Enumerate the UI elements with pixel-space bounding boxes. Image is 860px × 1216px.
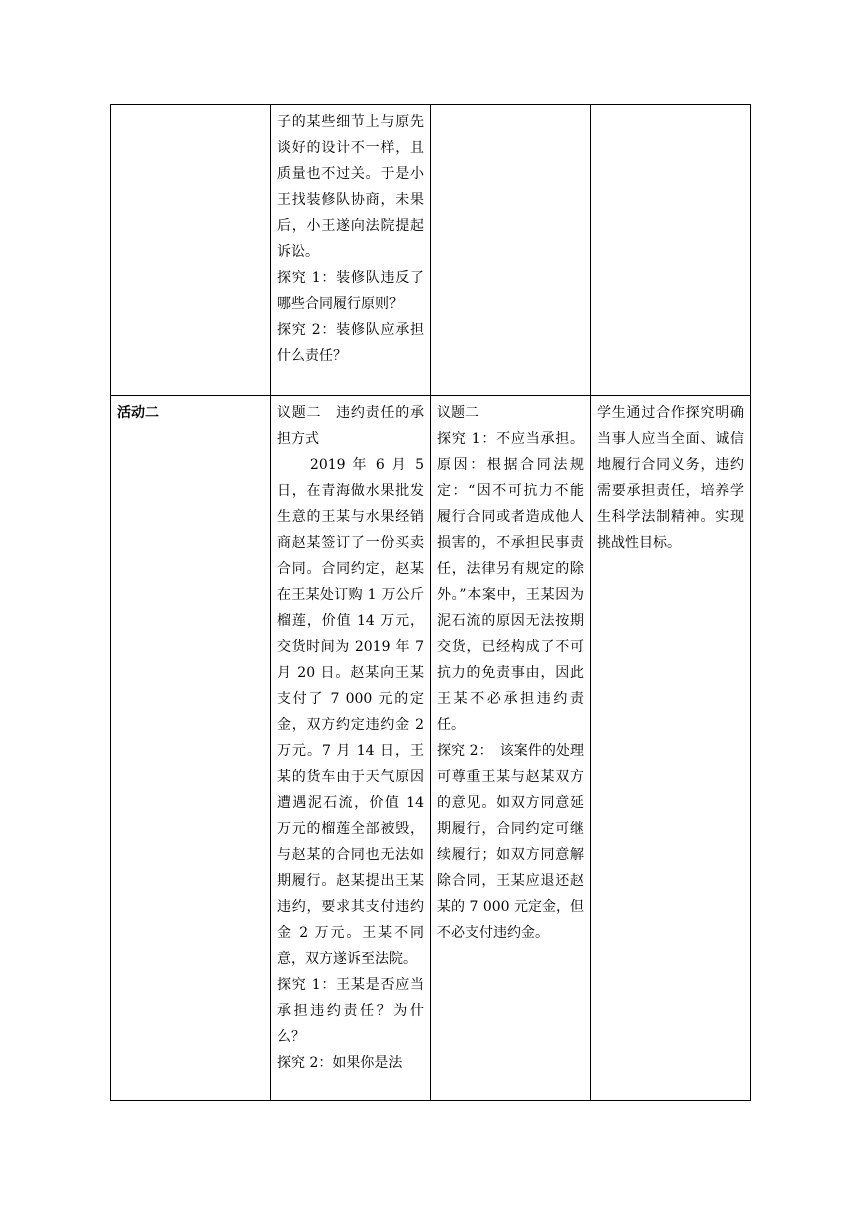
- topic-title: 议题二 违约责任的承担方式: [277, 405, 424, 447]
- goal-cell: [591, 396, 751, 1101]
- goal-cell: [591, 105, 751, 396]
- answer-title: 议题二: [437, 405, 479, 421]
- question-2: 探究 2：如果你是法: [277, 1055, 403, 1071]
- answer-2: 探究 2： 该案件的处理可尊重王某与赵某双方的意见。如双方同意延期履行，合同约定可继续履行；如双方同意解除合同，王某应退还赵某的 7 000 元定金，但不必支付违约金。: [437, 743, 584, 941]
- case-text: 2019 年 6 月 5 日，在青海做水果批发生意的王某与水果经销商赵某签订了一份买卖合同。合同约定，赵某在王某处订购 1 万公斤榴莲，价值 14 万元，交货时间为 2019 年 7 月 20 日。赵某向王某支付了 7 000 元的定金，双方约定违约金 2 万元。7 月 14 日，王某的货车由于天气原因遭遇泥石流，价值 14 万元的榴莲全部被毁，与赵某的合同也无法如期履行。赵某提出王某违约，要求其支付违约金 2 万元。王某不同意，双方遂诉至法院。: [277, 457, 429, 967]
- question-2: 探究 2：装修队应承担什么责任？: [277, 322, 424, 364]
- activity-cell: [111, 105, 271, 396]
- question-1: 探究 1：装修队违反了哪些合同履行原则？: [277, 270, 424, 312]
- question-1: 探究 1：王某是否应当承担违约责任？为什么？: [277, 977, 424, 1045]
- table-row: [111, 396, 751, 1101]
- content-cell: [271, 105, 431, 396]
- goal-text: 学生通过合作探究明确当事人应当全面、诚信地履行合同义务，违约需要承担责任，培养学生科学法制精神。实现挑战性目标。: [597, 405, 744, 551]
- activity-title: 活动二: [117, 405, 159, 421]
- activity-cell: [111, 396, 271, 1101]
- table-row: [111, 105, 751, 396]
- content-cell: [271, 396, 431, 1101]
- answer-cell: [431, 105, 591, 396]
- lesson-plan-table: [110, 104, 751, 1101]
- case-text: 子的某些细节上与原先谈好的设计不一样，且质量也不过关。于是小王找装修队协商，未果后，小王遂向法院提起诉讼。: [277, 114, 424, 260]
- answer-1: 探究 1：不应当承担。原因：根据合同法规定：“因不可抗力不能履行合同或者造成他人损害的，不承担民事责任，法律另有规定的除外。”本案中，王某因为泥石流的原因无法按期交货，已经构成了不可抗力的免责事由，因此王某不必承担违约责任。: [437, 431, 584, 733]
- answer-cell: [431, 396, 591, 1101]
